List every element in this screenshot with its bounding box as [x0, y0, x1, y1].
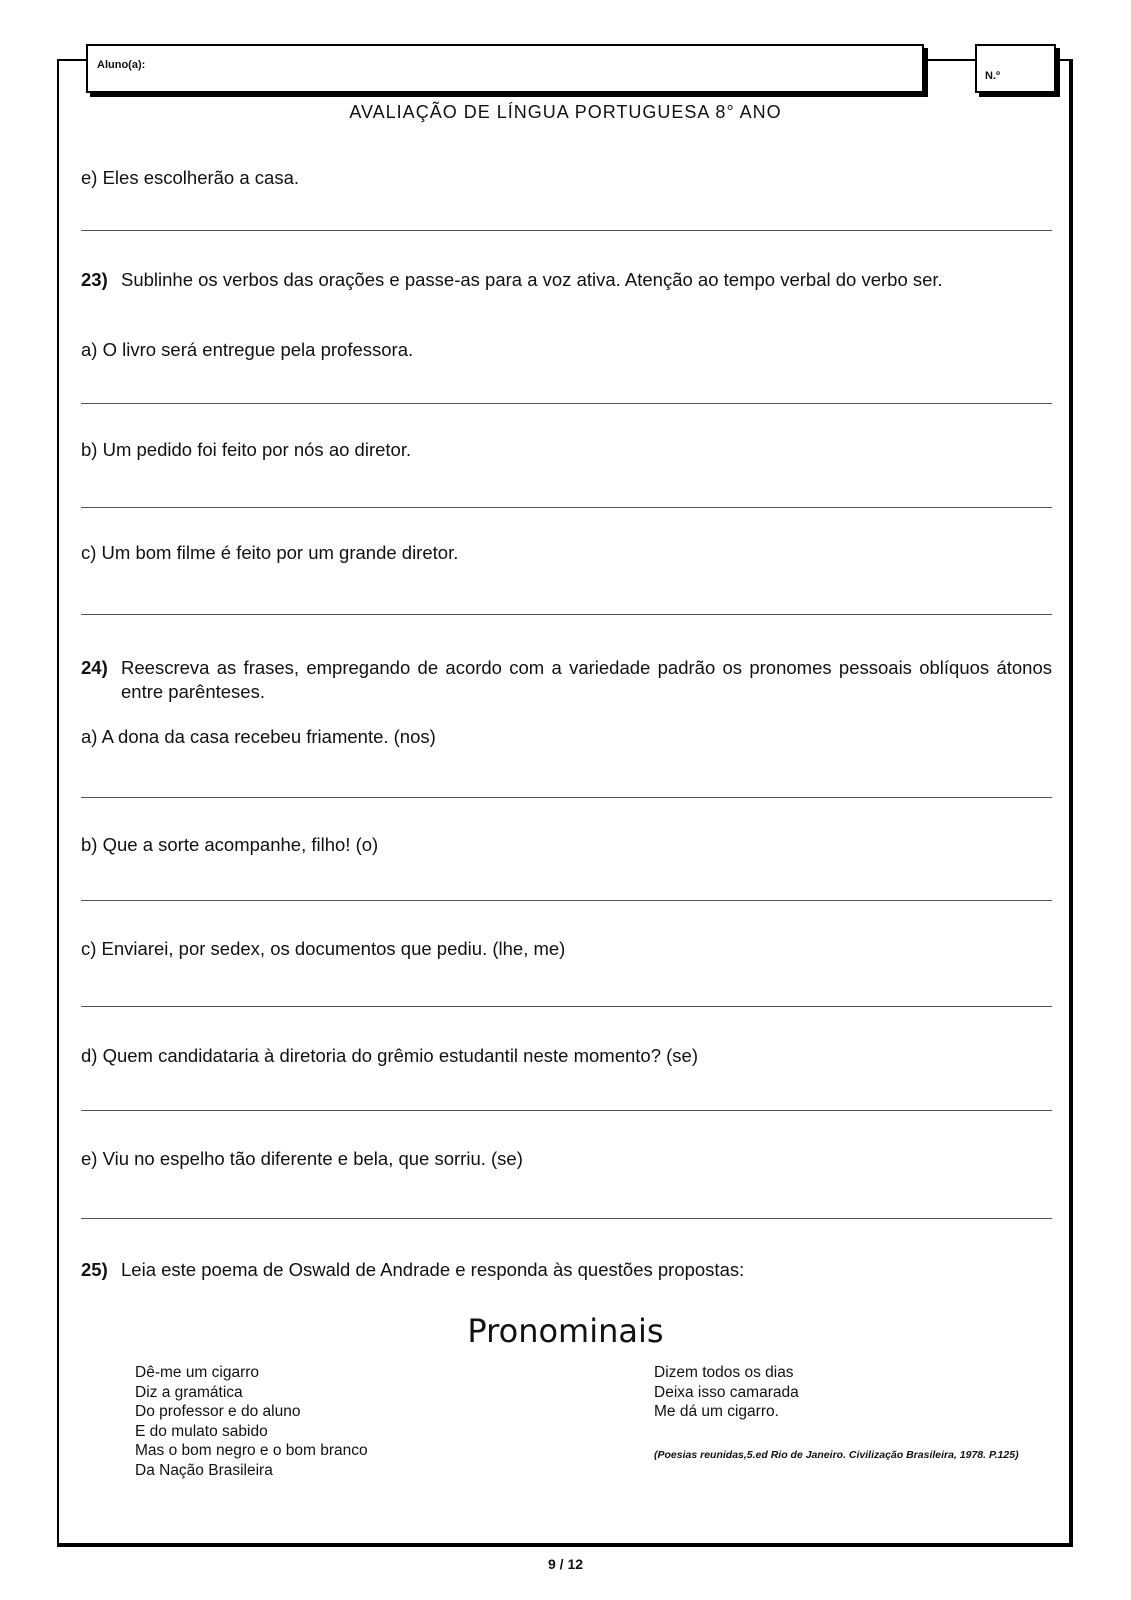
poem-line: Me dá um cigarro.: [654, 1403, 779, 1420]
question-24c: c) Enviarei, por sedex, os documentos que pediu. (lhe, me): [81, 938, 566, 959]
answer-line[interactable]: [81, 1110, 1052, 1111]
poem-line: Dê-me um cigarro: [135, 1364, 260, 1381]
answer-line[interactable]: [81, 1006, 1052, 1007]
answer-line[interactable]: [81, 230, 1052, 231]
answer-line[interactable]: [81, 1218, 1052, 1219]
answer-line[interactable]: [81, 614, 1052, 615]
poem-right-stanza: [654, 1363, 799, 1422]
question-23b: b) Um pedido foi feito por nós ao diretor.: [81, 439, 412, 460]
poem-line: Deixa isso camarada: [654, 1383, 799, 1401]
question-text: Reescreva as frases, empregando de acordo com a variedade padrão os pronomes pessoais oblíquos átonos entre parênteses.: [121, 657, 1052, 702]
answer-line[interactable]: [81, 900, 1052, 901]
question-24b: b) Que a sorte acompanhe, filho! (o): [81, 834, 379, 855]
poem-left-stanza: [135, 1363, 368, 1480]
poem-title: Pronominais: [467, 1312, 664, 1350]
poem-line: E do mulato sabido: [135, 1422, 268, 1440]
question-number: 25): [81, 1259, 108, 1280]
question-text: Sublinhe os verbos das orações e passe-as para a voz ativa. Atenção ao tempo verbal do verbo ser.: [121, 269, 943, 290]
question-number: 24): [81, 657, 108, 678]
poem-line: Mas o bom negro e o bom branco: [135, 1442, 368, 1459]
page-title: AVALIAÇÃO DE LÍNGUA PORTUGUESA 8° ANO: [349, 102, 782, 122]
question-number: 23): [81, 269, 108, 290]
poem-line: Do professor e do aluno: [135, 1403, 301, 1420]
question-text: Leia este poema de Oswald de Andrade e responda às questões propostas:: [121, 1259, 745, 1280]
question-23: [81, 268, 1052, 292]
question-24d: d) Quem candidataria à diretoria do grêmio estudantil neste momento? (se): [81, 1045, 698, 1066]
question-25: [81, 1258, 1052, 1282]
answer-line[interactable]: [81, 403, 1052, 404]
question-24a: a) A dona da casa recebeu friamente. (nos): [81, 726, 436, 747]
question-24: [81, 656, 1052, 704]
number-label: N.º: [985, 70, 1001, 82]
question-23c: c) Um bom filme é feito por um grande diretor.: [81, 542, 459, 563]
question-22e: e) Eles escolherão a casa.: [81, 167, 300, 188]
poem-citation: (Poesias reunidas,5.ed Rio de Janeiro. Civilização Brasileira, 1978. P.125): [654, 1449, 1019, 1461]
answer-line[interactable]: [81, 507, 1052, 508]
poem-line: Da Nação Brasileira: [135, 1461, 273, 1479]
poem-line: Dizem todos os dias: [654, 1364, 794, 1381]
question-23a: a) O livro será entregue pela professora.: [81, 339, 414, 360]
question-24e: e) Viu no espelho tão diferente e bela, que sorriu. (se): [81, 1148, 523, 1169]
poem-line: Diz a gramática: [135, 1383, 243, 1401]
student-label: Aluno(a):: [97, 59, 146, 71]
page-number: 9 / 12: [547, 1556, 584, 1572]
student-number-box[interactable]: [975, 44, 1056, 93]
answer-line[interactable]: [81, 797, 1052, 798]
student-name-box[interactable]: [86, 44, 924, 93]
